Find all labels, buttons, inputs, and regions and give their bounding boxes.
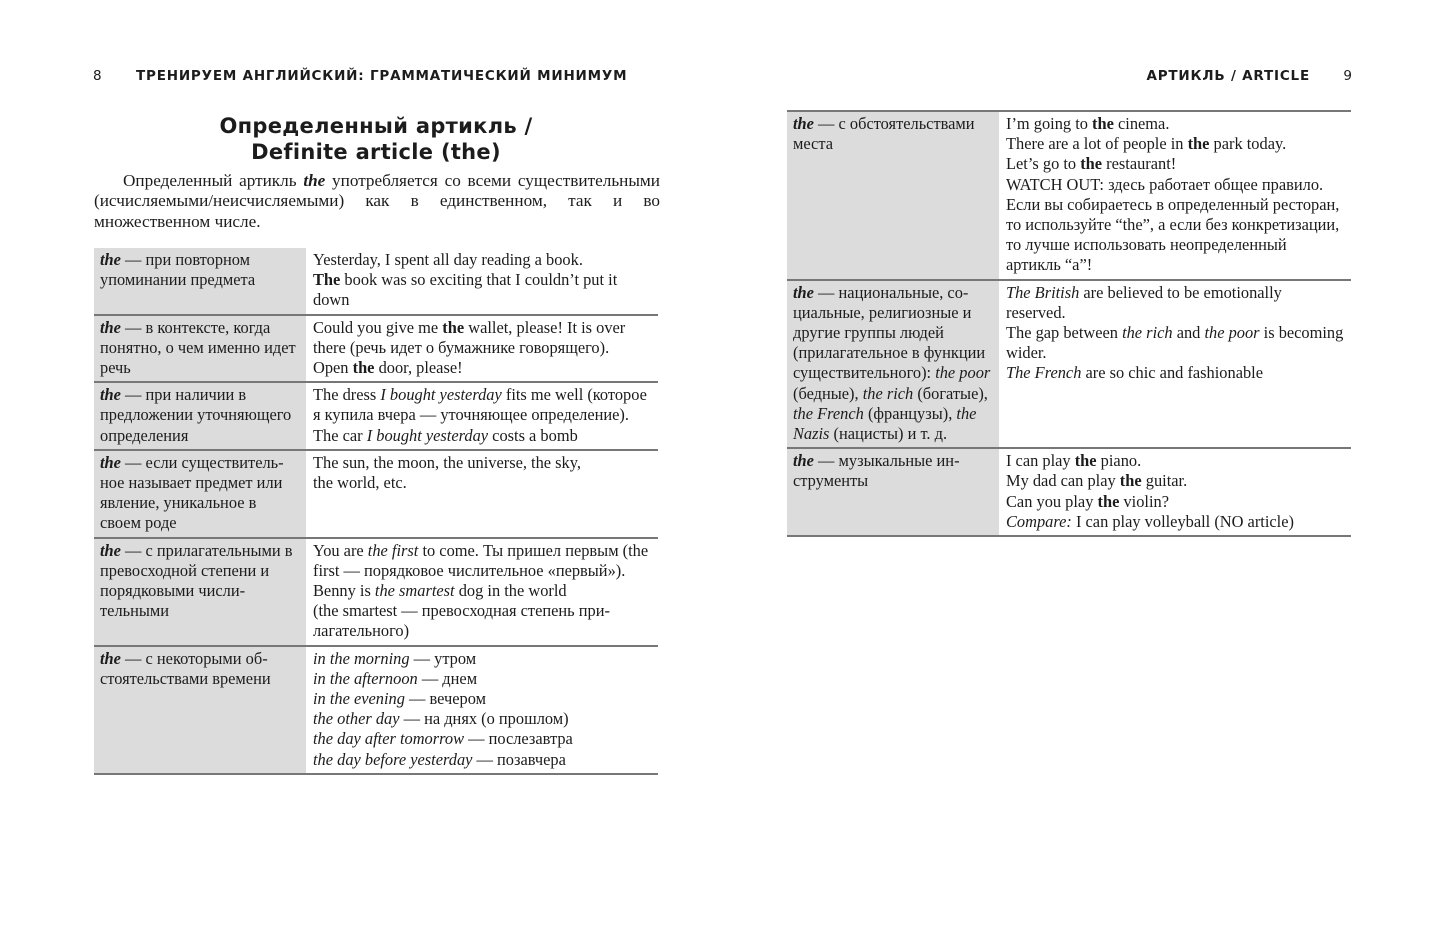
rule-term: the xyxy=(793,451,814,471)
page-number: 8 xyxy=(93,68,102,84)
rule-description: — национальные, социальные, религиозные и другие группы людей (прилагательное в функции существительного): xyxy=(793,282,986,383)
example-line: The dress I bought yesterday fits me well (которое я купила вчера — уточняющее определение). xyxy=(313,385,647,425)
rule-description: — при наличии в предложении уточняющего определения xyxy=(100,385,292,445)
rule-description: — в контексте, когда понятно, о чем именно идет речь xyxy=(100,317,296,378)
table-row xyxy=(94,450,658,538)
examples-cell xyxy=(306,450,658,538)
table-row xyxy=(787,111,1351,280)
rule-description: — при повторном упоминании предмета xyxy=(100,250,256,290)
table-row xyxy=(787,280,1351,449)
rule-term: the xyxy=(100,452,121,472)
example-line: the day before yesterday — позавчера xyxy=(313,749,566,769)
table-row xyxy=(94,538,658,646)
example-line: I’m going to the cinema. xyxy=(1006,114,1170,133)
rule-term: the xyxy=(100,250,121,269)
examples-cell xyxy=(306,382,658,450)
page-number: 9 xyxy=(1343,68,1352,84)
example-line: The book was so exciting that I couldn’t put it down xyxy=(313,270,618,310)
rule-term: the xyxy=(793,282,814,302)
rule-cell xyxy=(94,315,306,383)
example-line: Yesterday, I spent all day reading a book. xyxy=(313,250,583,269)
rule-cell xyxy=(94,382,306,450)
left-page xyxy=(0,0,722,935)
right-page xyxy=(722,0,1445,935)
table-row xyxy=(94,382,658,450)
rule-term: the xyxy=(100,317,121,337)
rules-table-left xyxy=(94,248,658,775)
rule-description: — с обстоятельствами места xyxy=(793,114,975,154)
example-line: in the afternoon — днем xyxy=(313,668,478,688)
examples-cell xyxy=(306,646,658,774)
example-line: Open the door, please! xyxy=(313,358,463,378)
example-line: The car I bought yesterday costs a bomb xyxy=(313,425,578,445)
intro-text-rest: употребляется со всеми существительными (исчисляемыми/неисчисляемыми) как в единственном, так и во множественном числе. xyxy=(94,171,660,231)
example-line: Compare: I can play volleyball (NO article) xyxy=(1006,511,1294,531)
example-line: Let’s go to the restaurant! xyxy=(1006,154,1177,174)
examples-cell xyxy=(999,448,1351,536)
example-line: The sun, the moon, the universe, the sky, xyxy=(313,452,581,472)
example-line: WATCH OUT: здесь работает общее правило. Если вы собираетесь в определенный ресторан, то используйте “the”, а если без конкретизации, то лучше использовать неопределенный артикль “a”! xyxy=(1006,174,1340,275)
rule-term: the xyxy=(100,648,121,668)
section-title-line-2: Definite article (the) xyxy=(251,140,501,164)
rule-cell: the — национальные, социальные, религиозные и другие группы людей (прилагательное в функции существительного): the poor (бедные), the rich (богатые), the French (французы), the Nazis (нацисты) и т. д. xyxy=(787,280,999,449)
example-line: The gap between the rich and the poor is becoming wider. xyxy=(1006,323,1344,363)
running-head: ТРЕНИРУЕМ АНГЛИЙСКИЙ: ГРАММАТИЧЕСКИЙ МИНИМУМ xyxy=(136,68,628,84)
examples-cell xyxy=(306,248,658,315)
example-line: the other day — на днях (о прошлом) xyxy=(313,709,569,729)
rule-cell xyxy=(787,448,999,536)
rule-term: the xyxy=(100,540,121,560)
examples-cell xyxy=(306,315,658,383)
rule-description: — музыкальные инструменты xyxy=(793,451,960,491)
example-line: I can play the piano. xyxy=(1006,451,1142,471)
rule-cell xyxy=(94,646,306,774)
rule-description: — если существительное называет предмет или явление, уникальное в своем роде xyxy=(100,452,284,533)
table-row xyxy=(94,315,658,383)
rules-table-right xyxy=(787,110,1351,537)
rule-cell xyxy=(94,248,306,315)
examples-cell xyxy=(999,111,1351,280)
table-row xyxy=(94,646,658,774)
example-line: (the smartest — превосходная степень прилагательного) xyxy=(313,601,610,641)
example-line: The French are so chic and fashionable xyxy=(1006,363,1263,383)
example-line: in the evening — вечером xyxy=(313,689,487,709)
rule-term: the xyxy=(793,114,814,133)
rule-description: — с прилагательными в превосходной степени и порядковыми числительными xyxy=(100,540,293,621)
rule-cell xyxy=(787,111,999,280)
intro-text: Определенный артикль xyxy=(123,171,304,190)
examples-cell xyxy=(306,538,658,646)
rule-cell xyxy=(94,538,306,646)
example-line: the day after tomorrow — послезавтра xyxy=(313,729,573,749)
example-line: the world, etc. xyxy=(313,473,407,493)
example-line: There are a lot of people in the park today. xyxy=(1006,134,1287,154)
section-title xyxy=(94,113,658,165)
section-title-line-1: Определенный артикль / xyxy=(219,114,533,138)
intro-paragraph xyxy=(94,171,660,232)
rule-description: — с некоторыми обстоятельствами времени xyxy=(100,648,271,688)
example-line: You are the first to come. Ты пришел первым (the first — порядковое числительное «первый»). xyxy=(313,540,649,580)
example-line: Benny is the smartest dog in the world xyxy=(313,581,567,601)
table-row xyxy=(787,448,1351,536)
rule-term: the xyxy=(100,385,121,405)
example-line: in the morning — утром xyxy=(313,648,477,668)
example-line: My dad can play the guitar. xyxy=(1006,471,1188,491)
example-line: The British are believed to be emotionally reserved. xyxy=(1006,282,1282,322)
example-line: Can you play the violin? xyxy=(1006,491,1169,511)
example-line: Could you give me the wallet, please! It is over there (речь идет о бумажнике говорящего). xyxy=(313,317,626,357)
running-head: АРТИКЛЬ / ARTICLE xyxy=(1146,68,1310,84)
intro-term: the xyxy=(303,171,326,190)
examples-cell xyxy=(999,280,1351,449)
table-row xyxy=(94,248,658,315)
rule-cell xyxy=(94,450,306,538)
